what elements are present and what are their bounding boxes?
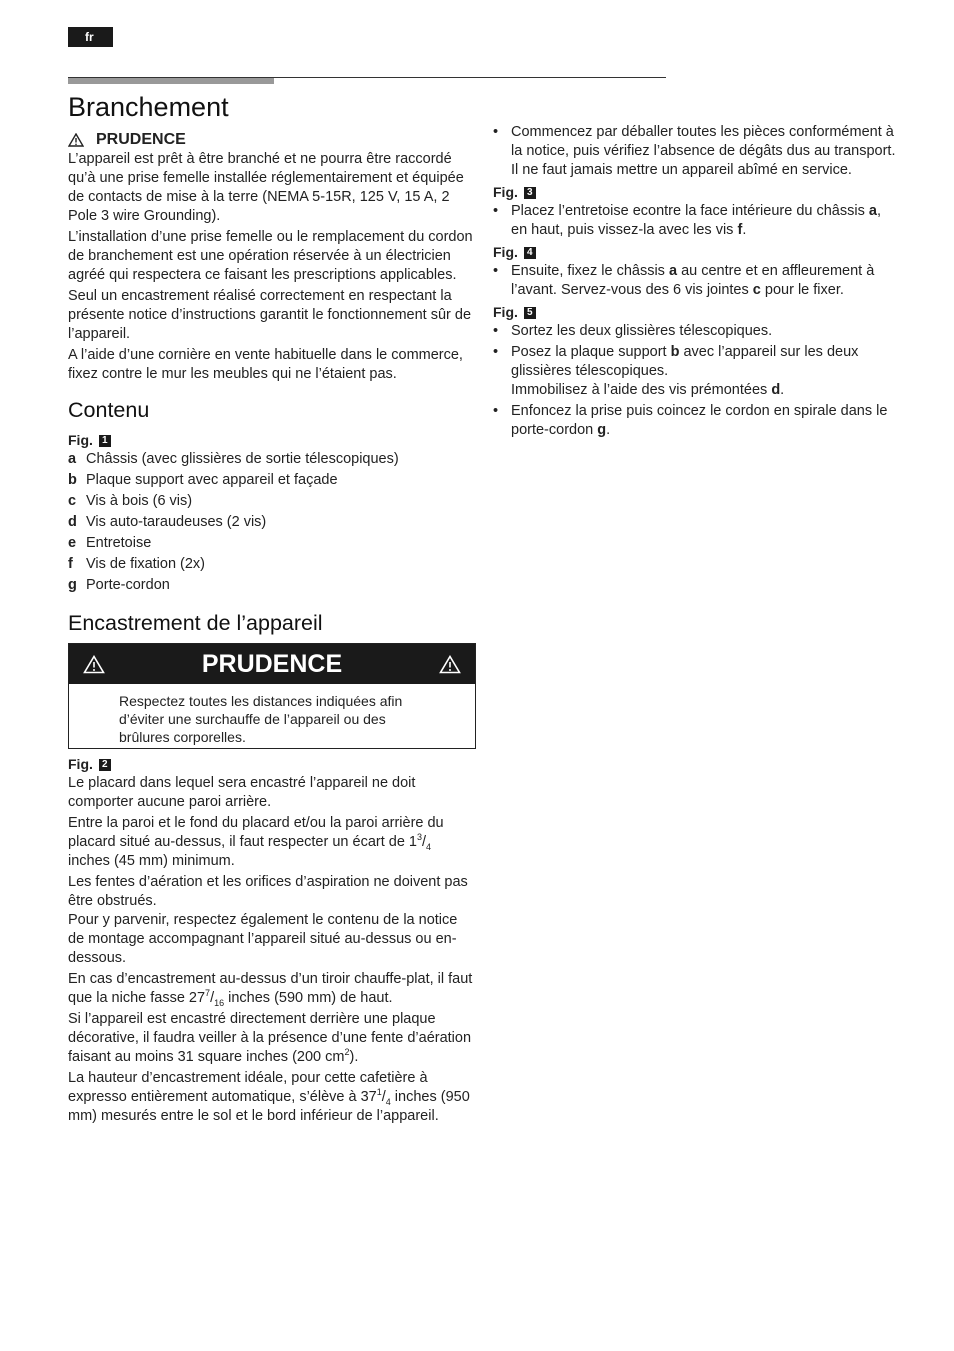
bullet-marker: • (493, 344, 499, 360)
text-run: Si l’appareil est encastré directement derrière une plaque décorative, il faudra veiller à la présence d’une fente d’aération faisant au moins 31 square inches (200 cm (68, 1011, 472, 1065)
item-key: a (68, 451, 77, 467)
text-run: avec l’appareil sur les deux glissières télescopiques. (511, 344, 859, 379)
list-item (68, 555, 476, 574)
item-text: Vis de fixation (2x) (86, 556, 206, 572)
superscript: 2 (344, 1047, 350, 1058)
contents-list (68, 450, 476, 595)
item-key: b (68, 472, 77, 488)
item-key: d (68, 514, 77, 530)
list-item (68, 513, 476, 532)
warning-triangle-icon (83, 655, 105, 674)
caution-box (68, 643, 476, 749)
text-run: ). (349, 1049, 359, 1065)
encastrement-paragraph: La hauteur d’encastrement idéale, pour cette cafetière à expresso entièrement automatique, s’élève à $37^1/_4$ inches (950 mm) mesurés entre le sol et le bord inférieur de l’appareil. (68, 1070, 470, 1124)
fraction-denominator: 4 (426, 841, 432, 852)
text-run: Immobilisez à l’aide des vis prémontées (511, 382, 772, 398)
encastrement-paragraph: Pour y parvenir, respectez également le contenu de la notice de montage accompagnant l’appareil situé au-dessus ou en-dessous. (68, 912, 458, 966)
language-tag: fr (68, 27, 113, 47)
bullet-marker: • (493, 263, 499, 279)
fraction-numerator: 3 (417, 832, 423, 843)
part-key: d (771, 382, 781, 398)
text-run: Ensuite, fixez le châssis (511, 263, 669, 279)
part-key: b (670, 344, 680, 360)
item-text: Plaque support avec appareil et façade (86, 472, 338, 488)
warning-label: PRUDENCE (96, 131, 186, 148)
text-run: La hauteur d’encastrement idéale, pour cette cafetière à expresso entièrement automatique, s’élève à 37 (68, 1070, 428, 1105)
bullet-text: Sortez les deux glissières télescopiques. (511, 323, 773, 339)
bullet-marker: • (493, 403, 499, 419)
fraction-denominator: 4 (385, 1096, 391, 1107)
encastrement-paragraph: Les fentes d’aération et les orifices d’aspiration ne doivent pas être obstrués. (68, 874, 468, 909)
part-key: c (752, 282, 761, 298)
header-rule-thick (68, 77, 274, 84)
item-key: g (68, 577, 77, 593)
left-column (68, 90, 476, 1126)
figure-number: 5 (524, 307, 536, 319)
branchement-paragraph: A l’aide d’une cornière en vente habituelle dans le commerce, fixez contre le mur les meubles qui ne l’étaient pas. (68, 347, 463, 382)
text-run: inches (590 mm) de haut. (224, 990, 393, 1006)
warning-heading (68, 130, 476, 150)
figure-number: 1 (99, 435, 111, 447)
bullet-item (493, 322, 901, 341)
bullet-marker: • (493, 203, 499, 219)
part-key: f (737, 222, 743, 238)
encastrement-paragraph: Le placard dans lequel sera encastré l’appareil ne doit comporter aucune paroi arrière. (68, 775, 416, 810)
caution-box-title: PRUDENCE (201, 649, 343, 678)
section-title-branchement: Branchement (68, 92, 229, 122)
item-key: c (68, 493, 77, 509)
text-run: . (606, 422, 611, 438)
text-run: . (742, 222, 747, 238)
text-run: au centre et en affleurement à l’avant. Servez-vous des 6 vis jointes (511, 263, 875, 298)
section-title-contenu: Contenu (68, 398, 150, 422)
list-item (68, 534, 476, 553)
list-item (68, 492, 476, 511)
figure-reference (493, 182, 901, 202)
caution-box-text: Respectez toutes les distances indiquées afin d’éviter une surchauffe de l’appareil ou des brûlures corporelles. (119, 693, 403, 745)
encastrement-paragraph (68, 1010, 476, 1067)
figure-reference (493, 242, 901, 262)
text-run: Enfoncez la prise puis coincez le cordon en spirale dans le porte-cordon (511, 403, 888, 438)
list-item (68, 471, 476, 490)
text-run: pour le fixer. (760, 282, 844, 298)
figure-label: Fig. (68, 432, 93, 448)
figure-label: Fig. (493, 304, 518, 320)
fraction-denominator: 16 (214, 997, 225, 1008)
bullet-text: Il ne faut jamais mettre un appareil abîmé en service. (511, 162, 852, 178)
item-text: Entretoise (86, 535, 152, 551)
bullet-item (493, 343, 901, 400)
fraction-numerator: 7 (205, 988, 211, 999)
text-run: , en haut, puis vissez-la avec les vis (511, 203, 881, 238)
list-item (68, 450, 476, 469)
item-text: Vis à bois (6 vis) (86, 493, 193, 509)
fraction-numerator: 1 (376, 1087, 382, 1098)
item-text: Porte-cordon (86, 577, 170, 593)
text-run: Placez l’entretoise econtre la face intérieure du châssis (511, 203, 869, 219)
figure-label: Fig. (68, 756, 93, 772)
text-run: Entre la paroi et le fond du placard et/ou la paroi arrière du placard situé au-dessus, il faut respecter un écart de 1 (68, 815, 444, 850)
bullet-marker: • (493, 124, 499, 140)
encastrement-paragraph: Entre la paroi et le fond du placard et/ou la paroi arrière du placard situé au-dessus, il faut respecter un écart de $1^3/_4$ inches (45 mm) minimum. (68, 815, 444, 869)
part-key: g (597, 422, 607, 438)
text-run: inches (45 mm) minimum. (68, 853, 235, 869)
encastrement-paragraph: En cas d’encastrement au-dessus d’un tiroir chauffe-plat, il faut que la niche fasse $27^7/_{16}$ inches (590 mm) de haut. (68, 971, 473, 1008)
text-run: En cas d’encastrement au-dessus d’un tiroir chauffe-plat, il faut que la niche fasse 27 (68, 971, 473, 1006)
section-title-encastrement: Encastrement de l’appareil (68, 611, 323, 635)
figure-reference (68, 754, 476, 774)
warning-triangle-icon (439, 655, 461, 674)
branchement-paragraph: Seul un encastrement réalisé correctement en respectant la présente notice d’instructions garantit le fonctionnement sûr de l’appareil. (68, 288, 472, 342)
figure-reference (493, 302, 901, 322)
bullet-text: Commencez par déballer toutes les pièces conformément à la notice, puis vérifiez l’absence de dégâts dus au transport. (511, 124, 896, 159)
part-key: a (668, 263, 678, 279)
right-column (493, 123, 901, 442)
list-item (68, 576, 476, 595)
branchement-paragraph: L’appareil est prêt à être branché et ne pourra être raccordé qu’à une prise femelle installée réglementairement et équipée de contacts de mise à la terre (NEMA 5-15R, 125 V, 15 A, 2 Pole 3 wire Grounding). (68, 151, 464, 224)
bullet-item (493, 123, 901, 180)
figure-label: Fig. (493, 244, 518, 260)
text-run: Posez la plaque support (511, 344, 671, 360)
part-key: a (868, 203, 877, 219)
item-key: f (68, 556, 73, 572)
header-rule-thin (68, 77, 666, 78)
warning-triangle-icon (68, 133, 84, 147)
branchement-paragraph: L’installation d’une prise femelle ou le remplacement du cordon de branchement est une opération réservée à un électricien agréé qui respectera ce faisant les prescriptions applicables. (68, 229, 473, 283)
figure-number: 4 (524, 247, 536, 259)
figure-label: Fig. (493, 184, 518, 200)
item-key: e (68, 535, 77, 551)
bullet-item (493, 202, 901, 240)
figure-reference (68, 430, 476, 450)
bullet-marker: • (493, 323, 499, 339)
figure-number: 2 (99, 759, 111, 771)
caution-box-header (69, 644, 475, 684)
bullet-item (493, 262, 901, 300)
item-text: Châssis (avec glissières de sortie télescopiques) (86, 451, 399, 467)
bullet-item (493, 402, 901, 440)
text-run: . (780, 382, 785, 398)
text-run: inches (950 mm) mesurés entre le sol et le bord inférieur de l’appareil. (68, 1089, 470, 1124)
figure-number: 3 (524, 187, 536, 199)
item-text: Vis auto-taraudeuses (2 vis) (86, 514, 267, 530)
